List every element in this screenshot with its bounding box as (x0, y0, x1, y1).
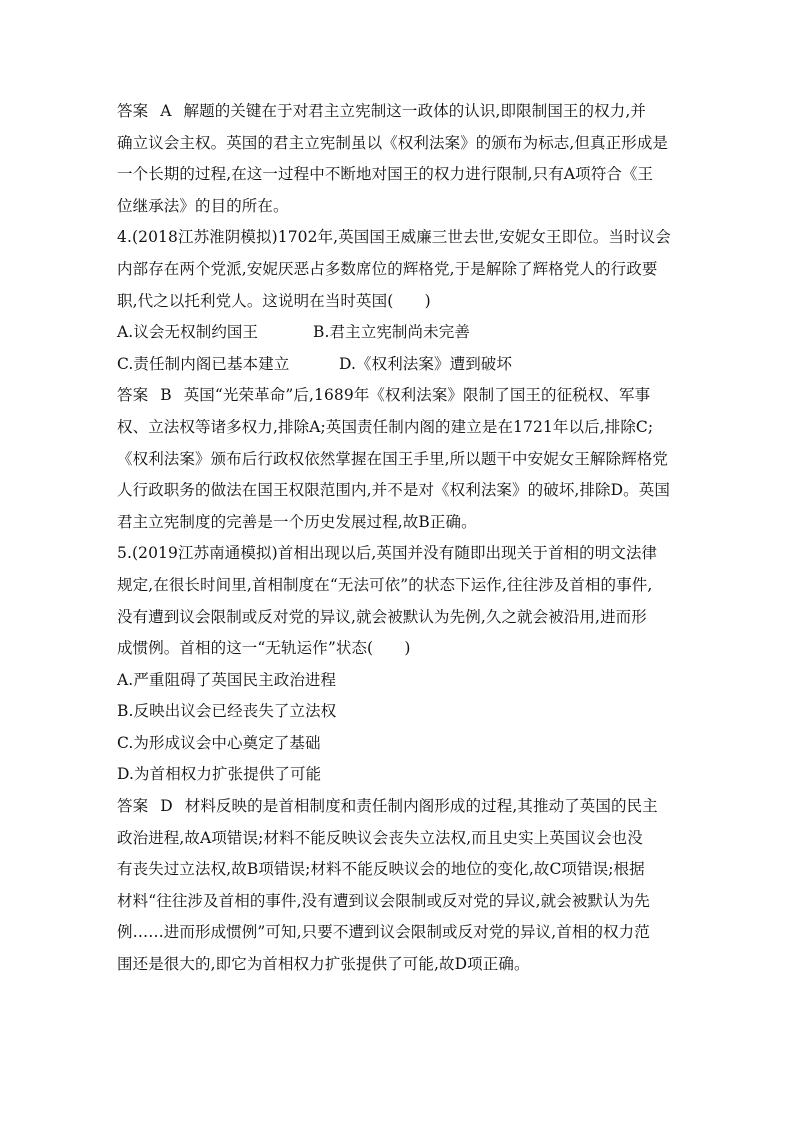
answer-letter: D (160, 797, 173, 816)
answer-text-line: 一个长期的过程,在这一过程中不断地对国王的权力进行限制,只有A项符合《王 (117, 165, 654, 184)
option-b: B.君主立宪制尚未完善 (313, 323, 470, 342)
answer-text-line: 权、立法权等诸多权力,排除A;英国责任制内阁的建立是在1721年以后,排除C; (117, 417, 654, 436)
answer-label: 答案 (117, 102, 149, 120)
answer-text-line: 政治进程,故A项错误;材料不能反映议会丧失立法权,而且史实上英国议会也没 (117, 828, 643, 847)
answer-text-line: 有丧失过立法权,故B项错误;材料不能反映议会的地位的变化,故C项错误;根据 (117, 860, 645, 879)
answer-text-line: 材料“往往涉及首相的事件,没有遭到议会限制或反对党的异议,就会被默认为先 (117, 891, 650, 910)
question-5-stem: 5.(2019江苏南通模拟)首相出现以后,英国并没有随即出现关于首相的明文法律 (117, 544, 658, 563)
option-b: B.反映出议会已经丧失了立法权 (117, 702, 337, 721)
option-a: A.议会无权制约国王 (117, 323, 259, 342)
option-a: A.严重阻碍了英国民主政治进程 (117, 670, 337, 689)
question-4-stem: 4.(2018江苏淮阴模拟)1702年,英国国王威廉三世去世,安妮女王即位。当时议会 (117, 228, 671, 247)
answer-text-line: 《权利法案》颁布后行政权依然掌握在国王手里,所以题干中安妮女王解除辉格党 (117, 449, 669, 468)
answer-line (117, 96, 677, 128)
answer-text-line: 位继承法》的目的所在。 (117, 196, 289, 215)
answer-text-line: 围还是很大的,即它为首相权力扩张提供了可能,故D项正确。 (117, 955, 530, 974)
answer-text-line: 君主立宪制度的完善是一个历史发展过程,故B正确。 (117, 512, 477, 531)
option-d: D.《权利法案》遭到破坏 (339, 354, 513, 373)
document-page (117, 96, 677, 981)
answer-text: 解题的关键在于对君主立宪制这一政体的认识,即限制国王的权力,并 (183, 102, 646, 120)
answer-text: 英国“光荣革命”后,1689年《权利法案》限制了国王的征税权、军事 (183, 386, 651, 405)
answer-text-line: 人行政职务的做法在国王权限范围内,并不是对《权利法案》的破坏,排除D。英国 (117, 481, 670, 500)
answer-label: 答案 (117, 386, 149, 405)
question-5-stem: 没有遭到议会限制或反对党的异议,就会被默认为先例,久之就会被沿用,进而形 (117, 607, 647, 626)
option-c: C.责任制内阁已基本建立 (117, 354, 290, 373)
option-d: D.为首相权力扩张提供了可能 (117, 765, 322, 784)
question-4-options-row (117, 349, 677, 381)
question-4-options-row (117, 317, 677, 349)
question-4-stem: 内部存在两个党派,安妮厌恶占多数席位的辉格党,于是解除了辉格党人的行政要 (117, 259, 658, 278)
answer-text: 材料反映的是首相制度和责任制内阁形成的过程,其推动了英国的民主 (184, 797, 658, 816)
question-5-stem: 规定,在很长时间里,首相制度在“无法可依”的状态下运作,往往涉及首相的事件, (117, 575, 653, 594)
answer-text-line: 例……进而形成惯例”可知,只要不遭到议会限制或反对党的异议,首相的权力范 (117, 923, 650, 942)
answer-line (117, 380, 677, 412)
answer-letter: B (160, 386, 172, 405)
answer-line (117, 791, 677, 823)
option-c: C.为形成议会中心奠定了基础 (117, 733, 321, 752)
answer-text-line: 确立议会主权。英国的君主立宪制虽以《权利法案》的颁布为标志,但真正形成是 (117, 133, 669, 152)
answer-letter: A (160, 102, 172, 120)
question-5-stem: 成惯例。首相的这一“无轨运作”状态( ) (117, 639, 411, 658)
question-4-stem: 职,代之以托利党人。这说明在当时英国( ) (117, 291, 431, 310)
answer-label: 答案 (117, 797, 149, 816)
